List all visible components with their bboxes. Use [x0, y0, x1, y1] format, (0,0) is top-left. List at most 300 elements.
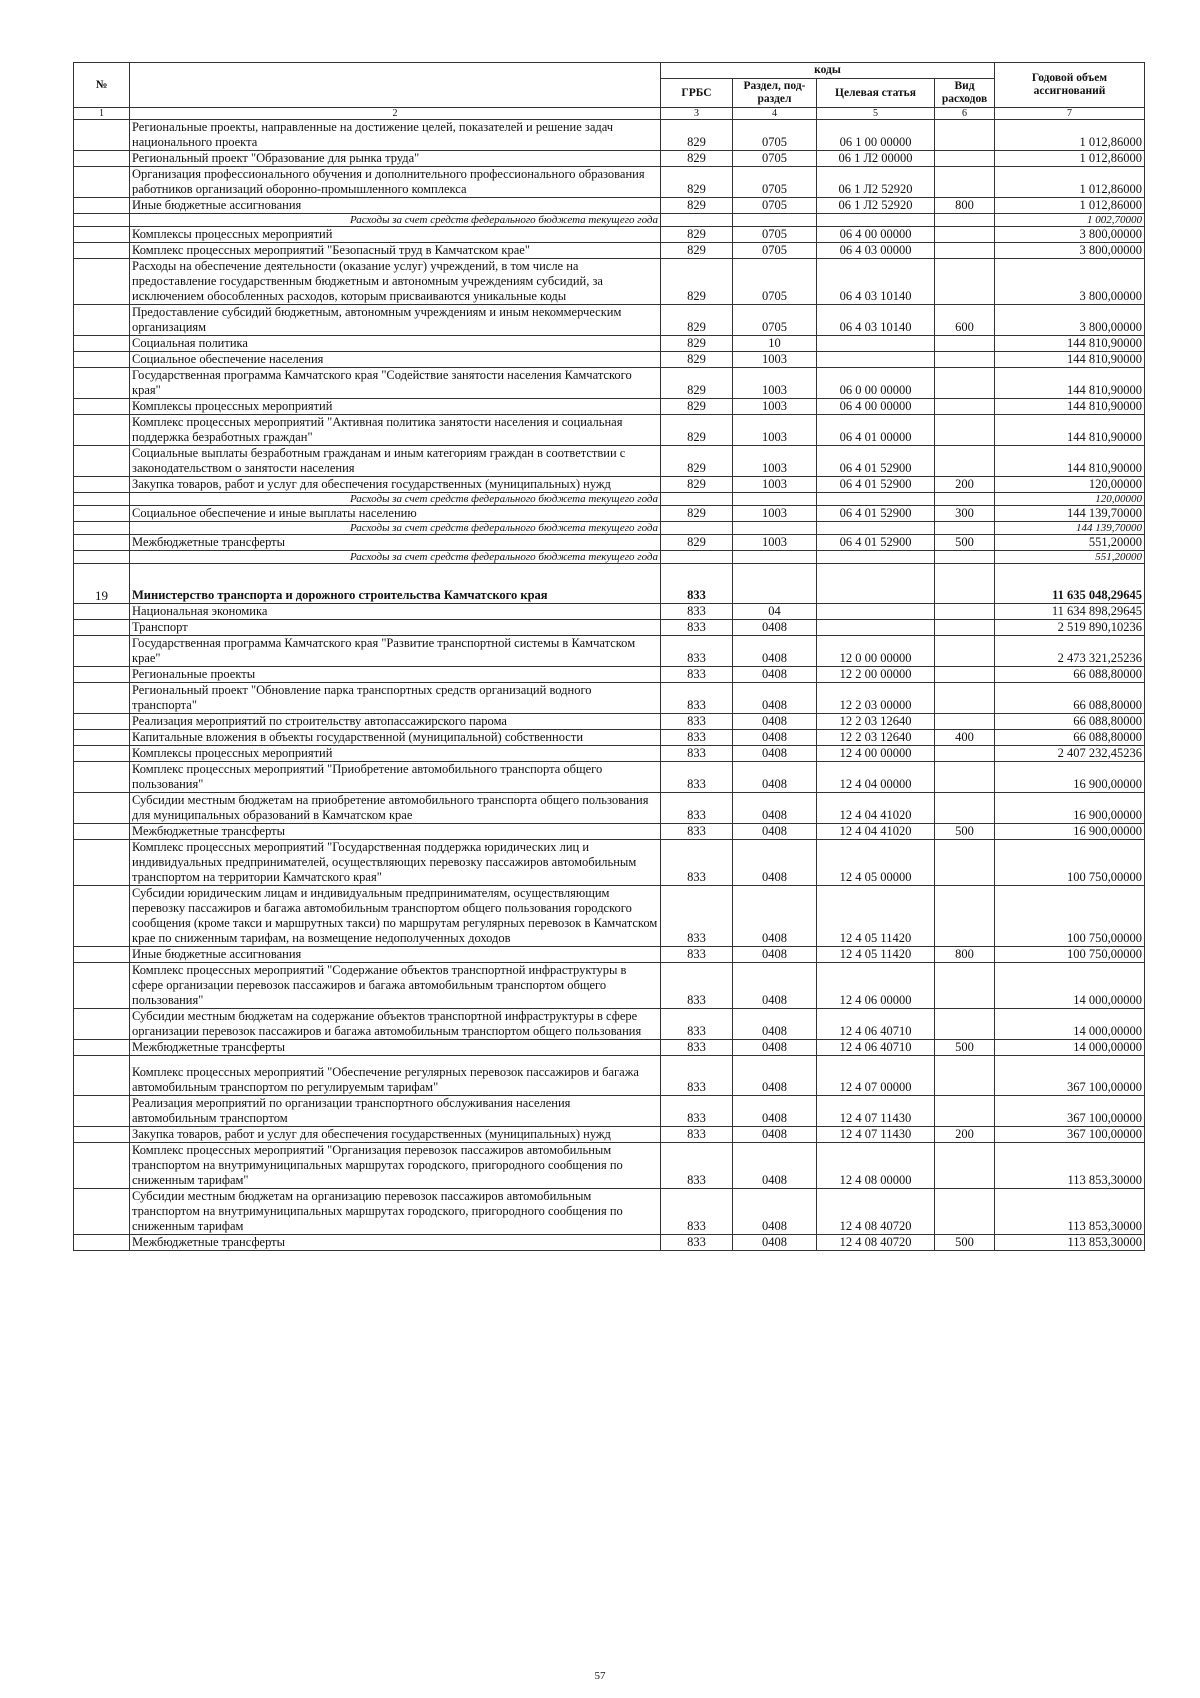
target-code: 06 0 00 00000 — [817, 368, 935, 399]
target-code: 12 4 07 11430 — [817, 1127, 935, 1143]
target-code: 06 1 00 00000 — [817, 120, 935, 151]
section-code: 0408 — [733, 886, 817, 947]
expense-name: Региональный проект "Образование для рынка труда" — [130, 151, 661, 167]
expense-name: Государственная программа Камчатского края "Содействие занятости населения Камчатского края" — [130, 368, 661, 399]
row-number — [74, 305, 130, 336]
expense-name: Социальная политика — [130, 336, 661, 352]
table-row — [74, 1127, 1145, 1143]
target-code — [817, 564, 935, 604]
table-row — [74, 368, 1145, 399]
row-number — [74, 886, 130, 947]
annual-amount: 14 000,00000 — [995, 963, 1145, 1009]
target-code: 06 4 01 52900 — [817, 506, 935, 522]
grbs-code: 829 — [661, 446, 733, 477]
section-code: 0408 — [733, 824, 817, 840]
expense-name: Межбюджетные трансферты — [130, 824, 661, 840]
target-code: 06 4 01 52900 — [817, 477, 935, 493]
expense-name: Расходы за счет средств федерального бюджета текущего года — [130, 522, 661, 535]
grbs-code: 833 — [661, 564, 733, 604]
annual-amount: 66 088,80000 — [995, 667, 1145, 683]
expense-type-code — [935, 604, 995, 620]
target-code: 12 4 00 00000 — [817, 746, 935, 762]
grbs-code: 833 — [661, 1143, 733, 1189]
header-grbs: ГРБС — [661, 79, 733, 108]
grbs-code: 833 — [661, 1096, 733, 1127]
grbs-code: 829 — [661, 477, 733, 493]
federal-funds-row — [74, 551, 1145, 564]
table-row — [74, 604, 1145, 620]
expense-type-code — [935, 151, 995, 167]
expense-name: Региональные проекты — [130, 667, 661, 683]
row-number — [74, 947, 130, 963]
target-code — [817, 522, 935, 535]
grbs-code: 833 — [661, 746, 733, 762]
section-code: 0408 — [733, 683, 817, 714]
column-number-row — [74, 108, 1145, 120]
expense-name: Комплекс процессных мероприятий "Приобретение автомобильного транспорта общего пользования" — [130, 762, 661, 793]
table-row — [74, 446, 1145, 477]
expense-type-code: 600 — [935, 305, 995, 336]
expense-type-code — [935, 636, 995, 667]
column-number: 1 — [74, 108, 130, 120]
annual-amount: 1 012,86000 — [995, 198, 1145, 214]
grbs-code: 829 — [661, 336, 733, 352]
grbs-code: 833 — [661, 793, 733, 824]
grbs-code: 829 — [661, 506, 733, 522]
annual-amount: 3 800,00000 — [995, 243, 1145, 259]
grbs-code: 833 — [661, 1235, 733, 1251]
expense-name: Межбюджетные трансферты — [130, 1040, 661, 1056]
grbs-code: 833 — [661, 1040, 733, 1056]
expense-type-code — [935, 886, 995, 947]
target-code: 06 4 03 00000 — [817, 243, 935, 259]
row-number — [74, 1040, 130, 1056]
expense-type-code — [935, 259, 995, 305]
section-code: 04 — [733, 604, 817, 620]
target-code: 06 4 01 00000 — [817, 415, 935, 446]
expense-type-code — [935, 620, 995, 636]
section-code — [733, 522, 817, 535]
expense-type-code: 500 — [935, 1235, 995, 1251]
expense-name: Комплекс процессных мероприятий "Обеспечение регулярных перевозок пассажиров и багажа автомобильным транспортом по регулируемым тарифам" — [130, 1056, 661, 1096]
grbs-code: 833 — [661, 1189, 733, 1235]
expense-name: Комплекс процессных мероприятий "Активная политика занятости населения и социальная поддержка безработных граждан" — [130, 415, 661, 446]
expense-type-code — [935, 746, 995, 762]
grbs-code: 833 — [661, 714, 733, 730]
table-row — [74, 730, 1145, 746]
target-code: 12 4 07 00000 — [817, 1056, 935, 1096]
expense-type-code: 500 — [935, 535, 995, 551]
section-code — [733, 564, 817, 604]
grbs-code: 829 — [661, 535, 733, 551]
row-number — [74, 214, 130, 227]
expense-type-code: 200 — [935, 477, 995, 493]
target-code: 12 0 00 00000 — [817, 636, 935, 667]
section-code: 0705 — [733, 120, 817, 151]
grbs-code — [661, 214, 733, 227]
annual-amount: 3 800,00000 — [995, 259, 1145, 305]
table-row — [74, 620, 1145, 636]
row-number — [74, 1096, 130, 1127]
expense-type-code: 300 — [935, 506, 995, 522]
grbs-code: 833 — [661, 824, 733, 840]
expense-name: Расходы за счет средств федерального бюджета текущего года — [130, 551, 661, 564]
section-code: 1003 — [733, 506, 817, 522]
section-code: 1003 — [733, 535, 817, 551]
grbs-code: 833 — [661, 604, 733, 620]
target-code: 12 4 05 11420 — [817, 886, 935, 947]
grbs-code: 829 — [661, 399, 733, 415]
expense-type-code — [935, 120, 995, 151]
annual-amount: 144 810,90000 — [995, 352, 1145, 368]
expense-name: Расходы на обеспечение деятельности (оказание услуг) учреждений, в том числе на предоставление государственным бюджетным и автономным учреждениям субсидий, за исключением обособленных расходов, которым присваиваются уникальные коды — [130, 259, 661, 305]
expense-type-code — [935, 564, 995, 604]
federal-funds-row — [74, 493, 1145, 506]
annual-amount: 14 000,00000 — [995, 1040, 1145, 1056]
section-code: 1003 — [733, 368, 817, 399]
table-row — [74, 415, 1145, 446]
grbs-code — [661, 522, 733, 535]
grbs-code: 833 — [661, 947, 733, 963]
federal-funds-row — [74, 522, 1145, 535]
expense-type-code — [935, 762, 995, 793]
target-code — [817, 352, 935, 368]
expense-name: Иные бюджетные ассигнования — [130, 947, 661, 963]
table-body — [74, 120, 1145, 1251]
section-code: 0408 — [733, 1189, 817, 1235]
expense-type-code — [935, 214, 995, 227]
table-row — [74, 1235, 1145, 1251]
table-row — [74, 963, 1145, 1009]
section-code: 0408 — [733, 714, 817, 730]
row-number — [74, 167, 130, 198]
expense-name: Комплексы процессных мероприятий — [130, 399, 661, 415]
section-code: 0408 — [733, 947, 817, 963]
row-number — [74, 667, 130, 683]
grbs-code: 833 — [661, 886, 733, 947]
expense-type-code — [935, 714, 995, 730]
row-number — [74, 604, 130, 620]
expense-name: Субсидии местным бюджетам на приобретение автомобильного транспорта общего пользования для муниципальных образований в Камчатском крае — [130, 793, 661, 824]
header-codes: коды — [661, 63, 995, 79]
annual-amount: 66 088,80000 — [995, 683, 1145, 714]
target-code: 12 4 08 40720 — [817, 1189, 935, 1235]
expense-name: Национальная экономика — [130, 604, 661, 620]
expense-type-code: 800 — [935, 198, 995, 214]
expense-type-code — [935, 243, 995, 259]
section-code: 0408 — [733, 1040, 817, 1056]
header-target: Целевая статья — [817, 79, 935, 108]
expense-type-code — [935, 793, 995, 824]
annual-amount: 144 810,90000 — [995, 446, 1145, 477]
grbs-code: 829 — [661, 120, 733, 151]
expense-name: Предоставление субсидий бюджетным, автономным учреждениям и иным некоммерческим организациям — [130, 305, 661, 336]
expense-type-code — [935, 415, 995, 446]
annual-amount: 120,00000 — [995, 477, 1145, 493]
section-code: 0408 — [733, 730, 817, 746]
expense-name: Социальное обеспечение населения — [130, 352, 661, 368]
row-number — [74, 714, 130, 730]
target-code — [817, 214, 935, 227]
section-code — [733, 214, 817, 227]
expense-name: Межбюджетные трансферты — [130, 535, 661, 551]
annual-amount: 3 800,00000 — [995, 305, 1145, 336]
section-code: 0408 — [733, 1056, 817, 1096]
table-row — [74, 399, 1145, 415]
section-code: 10 — [733, 336, 817, 352]
annual-amount: 367 100,00000 — [995, 1056, 1145, 1096]
table-row — [74, 1189, 1145, 1235]
section-code: 0408 — [733, 667, 817, 683]
expense-type-code — [935, 667, 995, 683]
annual-amount: 144 810,90000 — [995, 399, 1145, 415]
table-row — [74, 840, 1145, 886]
target-code: 12 4 04 00000 — [817, 762, 935, 793]
expense-name: Закупка товаров, работ и услуг для обеспечения государственных (муниципальных) нужд — [130, 1127, 661, 1143]
target-code — [817, 620, 935, 636]
row-number — [74, 730, 130, 746]
expense-type-code — [935, 227, 995, 243]
column-number: 6 — [935, 108, 995, 120]
row-number — [74, 1189, 130, 1235]
section-code: 1003 — [733, 415, 817, 446]
row-number — [74, 636, 130, 667]
grbs-code: 833 — [661, 1056, 733, 1096]
target-code — [817, 604, 935, 620]
table-row — [74, 746, 1145, 762]
annual-amount: 2 407 232,45236 — [995, 746, 1145, 762]
target-code: 12 4 05 11420 — [817, 947, 935, 963]
annual-amount: 144 810,90000 — [995, 415, 1145, 446]
grbs-code: 829 — [661, 352, 733, 368]
target-code: 12 2 03 00000 — [817, 683, 935, 714]
section-code: 0408 — [733, 636, 817, 667]
section-code: 0705 — [733, 243, 817, 259]
expense-name: Социальные выплаты безработным гражданам и иным категориям граждан в соответствии с законодательством о занятости населения — [130, 446, 661, 477]
annual-amount: 16 900,00000 — [995, 824, 1145, 840]
page-number: 57 — [594, 1670, 606, 1682]
section-code: 0705 — [733, 305, 817, 336]
expense-name: Субсидии местным бюджетам на содержание объектов транспортной инфраструктуры в сфере организации перевозок пассажиров и багажа автомобильным транспортом общего пользования — [130, 1009, 661, 1040]
expense-type-code — [935, 1009, 995, 1040]
expense-name: Комплекс процессных мероприятий "Организация перевозок пассажиров автомобильным транспортом на внутримуниципальных маршрутах городского, пригородного сообщения по сниженным тарифам" — [130, 1143, 661, 1189]
annual-amount: 120,00000 — [995, 493, 1145, 506]
expense-type-code: 200 — [935, 1127, 995, 1143]
row-number — [74, 824, 130, 840]
grbs-code: 833 — [661, 636, 733, 667]
target-code: 06 4 00 00000 — [817, 399, 935, 415]
expense-name: Иные бюджетные ассигнования — [130, 198, 661, 214]
row-number — [74, 1056, 130, 1096]
grbs-code: 833 — [661, 667, 733, 683]
expense-name: Транспорт — [130, 620, 661, 636]
row-number — [74, 477, 130, 493]
expense-name: Реализация мероприятий по организации транспортного обслуживания населения автомобильным транспортом — [130, 1096, 661, 1127]
row-number — [74, 151, 130, 167]
row-number — [74, 683, 130, 714]
grbs-code: 829 — [661, 305, 733, 336]
row-number — [74, 840, 130, 886]
target-code: 12 2 03 12640 — [817, 714, 935, 730]
expense-type-code — [935, 683, 995, 714]
target-code: 12 4 04 41020 — [817, 824, 935, 840]
expense-name: Межбюджетные трансферты — [130, 1235, 661, 1251]
section-code: 0705 — [733, 167, 817, 198]
row-number — [74, 399, 130, 415]
header-exptype: Вид расходов — [935, 79, 995, 108]
budget-table — [73, 62, 1145, 1251]
row-number — [74, 1143, 130, 1189]
annual-amount: 16 900,00000 — [995, 793, 1145, 824]
table-row — [74, 683, 1145, 714]
section-code: 1003 — [733, 352, 817, 368]
header-name — [130, 63, 661, 108]
grbs-code: 829 — [661, 151, 733, 167]
section-code: 0705 — [733, 227, 817, 243]
expense-type-code — [935, 368, 995, 399]
expense-type-code: 500 — [935, 824, 995, 840]
row-number — [74, 446, 130, 477]
expense-name: Социальное обеспечение и иные выплаты населению — [130, 506, 661, 522]
target-code — [817, 336, 935, 352]
annual-amount: 16 900,00000 — [995, 762, 1145, 793]
annual-amount: 551,20000 — [995, 551, 1145, 564]
table-row — [74, 1040, 1145, 1056]
table-row — [74, 1056, 1145, 1096]
target-code: 12 2 03 12640 — [817, 730, 935, 746]
row-number — [74, 493, 130, 506]
annual-amount: 66 088,80000 — [995, 714, 1145, 730]
row-number — [74, 963, 130, 1009]
table-row — [74, 259, 1145, 305]
column-number: 4 — [733, 108, 817, 120]
annual-amount: 1 002,70000 — [995, 214, 1145, 227]
grbs-code: 833 — [661, 1009, 733, 1040]
table-row — [74, 120, 1145, 151]
target-code: 06 4 00 00000 — [817, 227, 935, 243]
expense-type-code — [935, 446, 995, 477]
row-number — [74, 793, 130, 824]
expense-type-code: 800 — [935, 947, 995, 963]
expense-name: Министерство транспорта и дорожного строительства Камчатского края — [130, 564, 661, 604]
table-row — [74, 824, 1145, 840]
table-row — [74, 506, 1145, 522]
table-row — [74, 793, 1145, 824]
row-number — [74, 336, 130, 352]
expense-type-code — [935, 167, 995, 198]
table-row — [74, 167, 1145, 198]
grbs-code: 833 — [661, 963, 733, 1009]
table-row — [74, 336, 1145, 352]
grbs-code — [661, 493, 733, 506]
annual-amount: 113 853,30000 — [995, 1235, 1145, 1251]
federal-funds-row — [74, 214, 1145, 227]
expense-type-code — [935, 551, 995, 564]
section-code: 0408 — [733, 1235, 817, 1251]
table-row — [74, 535, 1145, 551]
section-code: 1003 — [733, 477, 817, 493]
section-code: 0408 — [733, 762, 817, 793]
annual-amount: 66 088,80000 — [995, 730, 1145, 746]
annual-amount: 1 012,86000 — [995, 167, 1145, 198]
section-code: 0408 — [733, 1127, 817, 1143]
annual-amount: 551,20000 — [995, 535, 1145, 551]
expense-name: Закупка товаров, работ и услуг для обеспечения государственных (муниципальных) нужд — [130, 477, 661, 493]
table-row — [74, 1096, 1145, 1127]
row-number: 19 — [74, 564, 130, 604]
expense-name: Организация профессионального обучения и дополнительного профессионального образования работников организаций оборонно-промышленного комплекса — [130, 167, 661, 198]
table-row — [74, 243, 1145, 259]
row-number — [74, 259, 130, 305]
expense-type-code: 500 — [935, 1040, 995, 1056]
row-number — [74, 506, 130, 522]
section-code: 0705 — [733, 198, 817, 214]
table-row — [74, 198, 1145, 214]
expense-type-code — [935, 399, 995, 415]
expense-name: Капитальные вложения в объекты государственной (муниципальной) собственности — [130, 730, 661, 746]
section-code: 0705 — [733, 259, 817, 305]
annual-amount: 367 100,00000 — [995, 1096, 1145, 1127]
table-row — [74, 762, 1145, 793]
annual-amount: 144 139,70000 — [995, 522, 1145, 535]
grbs-code: 829 — [661, 198, 733, 214]
header-amount: Годовой объем ассигнований — [995, 63, 1145, 108]
table-row — [74, 305, 1145, 336]
row-number — [74, 1009, 130, 1040]
target-code: 12 2 00 00000 — [817, 667, 935, 683]
target-code: 12 4 06 00000 — [817, 963, 935, 1009]
expense-name: Государственная программа Камчатского края "Развитие транспортной системы в Камчатском крае" — [130, 636, 661, 667]
row-number — [74, 415, 130, 446]
annual-amount: 3 800,00000 — [995, 227, 1145, 243]
expense-type-code — [935, 352, 995, 368]
grbs-code: 829 — [661, 259, 733, 305]
row-number — [74, 620, 130, 636]
row-number — [74, 535, 130, 551]
table-row — [74, 1143, 1145, 1189]
column-number: 7 — [995, 108, 1145, 120]
table-row — [74, 714, 1145, 730]
grbs-code: 829 — [661, 227, 733, 243]
annual-amount: 100 750,00000 — [995, 840, 1145, 886]
annual-amount: 2 519 890,10236 — [995, 620, 1145, 636]
annual-amount: 113 853,30000 — [995, 1143, 1145, 1189]
table-row — [74, 477, 1145, 493]
target-code: 06 4 03 10140 — [817, 259, 935, 305]
column-number: 5 — [817, 108, 935, 120]
expense-type-code — [935, 522, 995, 535]
grbs-code: 833 — [661, 762, 733, 793]
row-number — [74, 120, 130, 151]
section-code: 0705 — [733, 151, 817, 167]
annual-amount: 144 139,70000 — [995, 506, 1145, 522]
grbs-code: 833 — [661, 840, 733, 886]
target-code: 12 4 08 00000 — [817, 1143, 935, 1189]
grbs-code: 833 — [661, 683, 733, 714]
section-code: 0408 — [733, 1143, 817, 1189]
target-code — [817, 551, 935, 564]
grbs-code — [661, 551, 733, 564]
annual-amount: 11 634 898,29645 — [995, 604, 1145, 620]
annual-amount: 367 100,00000 — [995, 1127, 1145, 1143]
table-row — [74, 947, 1145, 963]
row-number — [74, 368, 130, 399]
section-code: 0408 — [733, 793, 817, 824]
table-row — [74, 564, 1145, 604]
row-number — [74, 1127, 130, 1143]
row-number — [74, 522, 130, 535]
grbs-code: 829 — [661, 368, 733, 399]
